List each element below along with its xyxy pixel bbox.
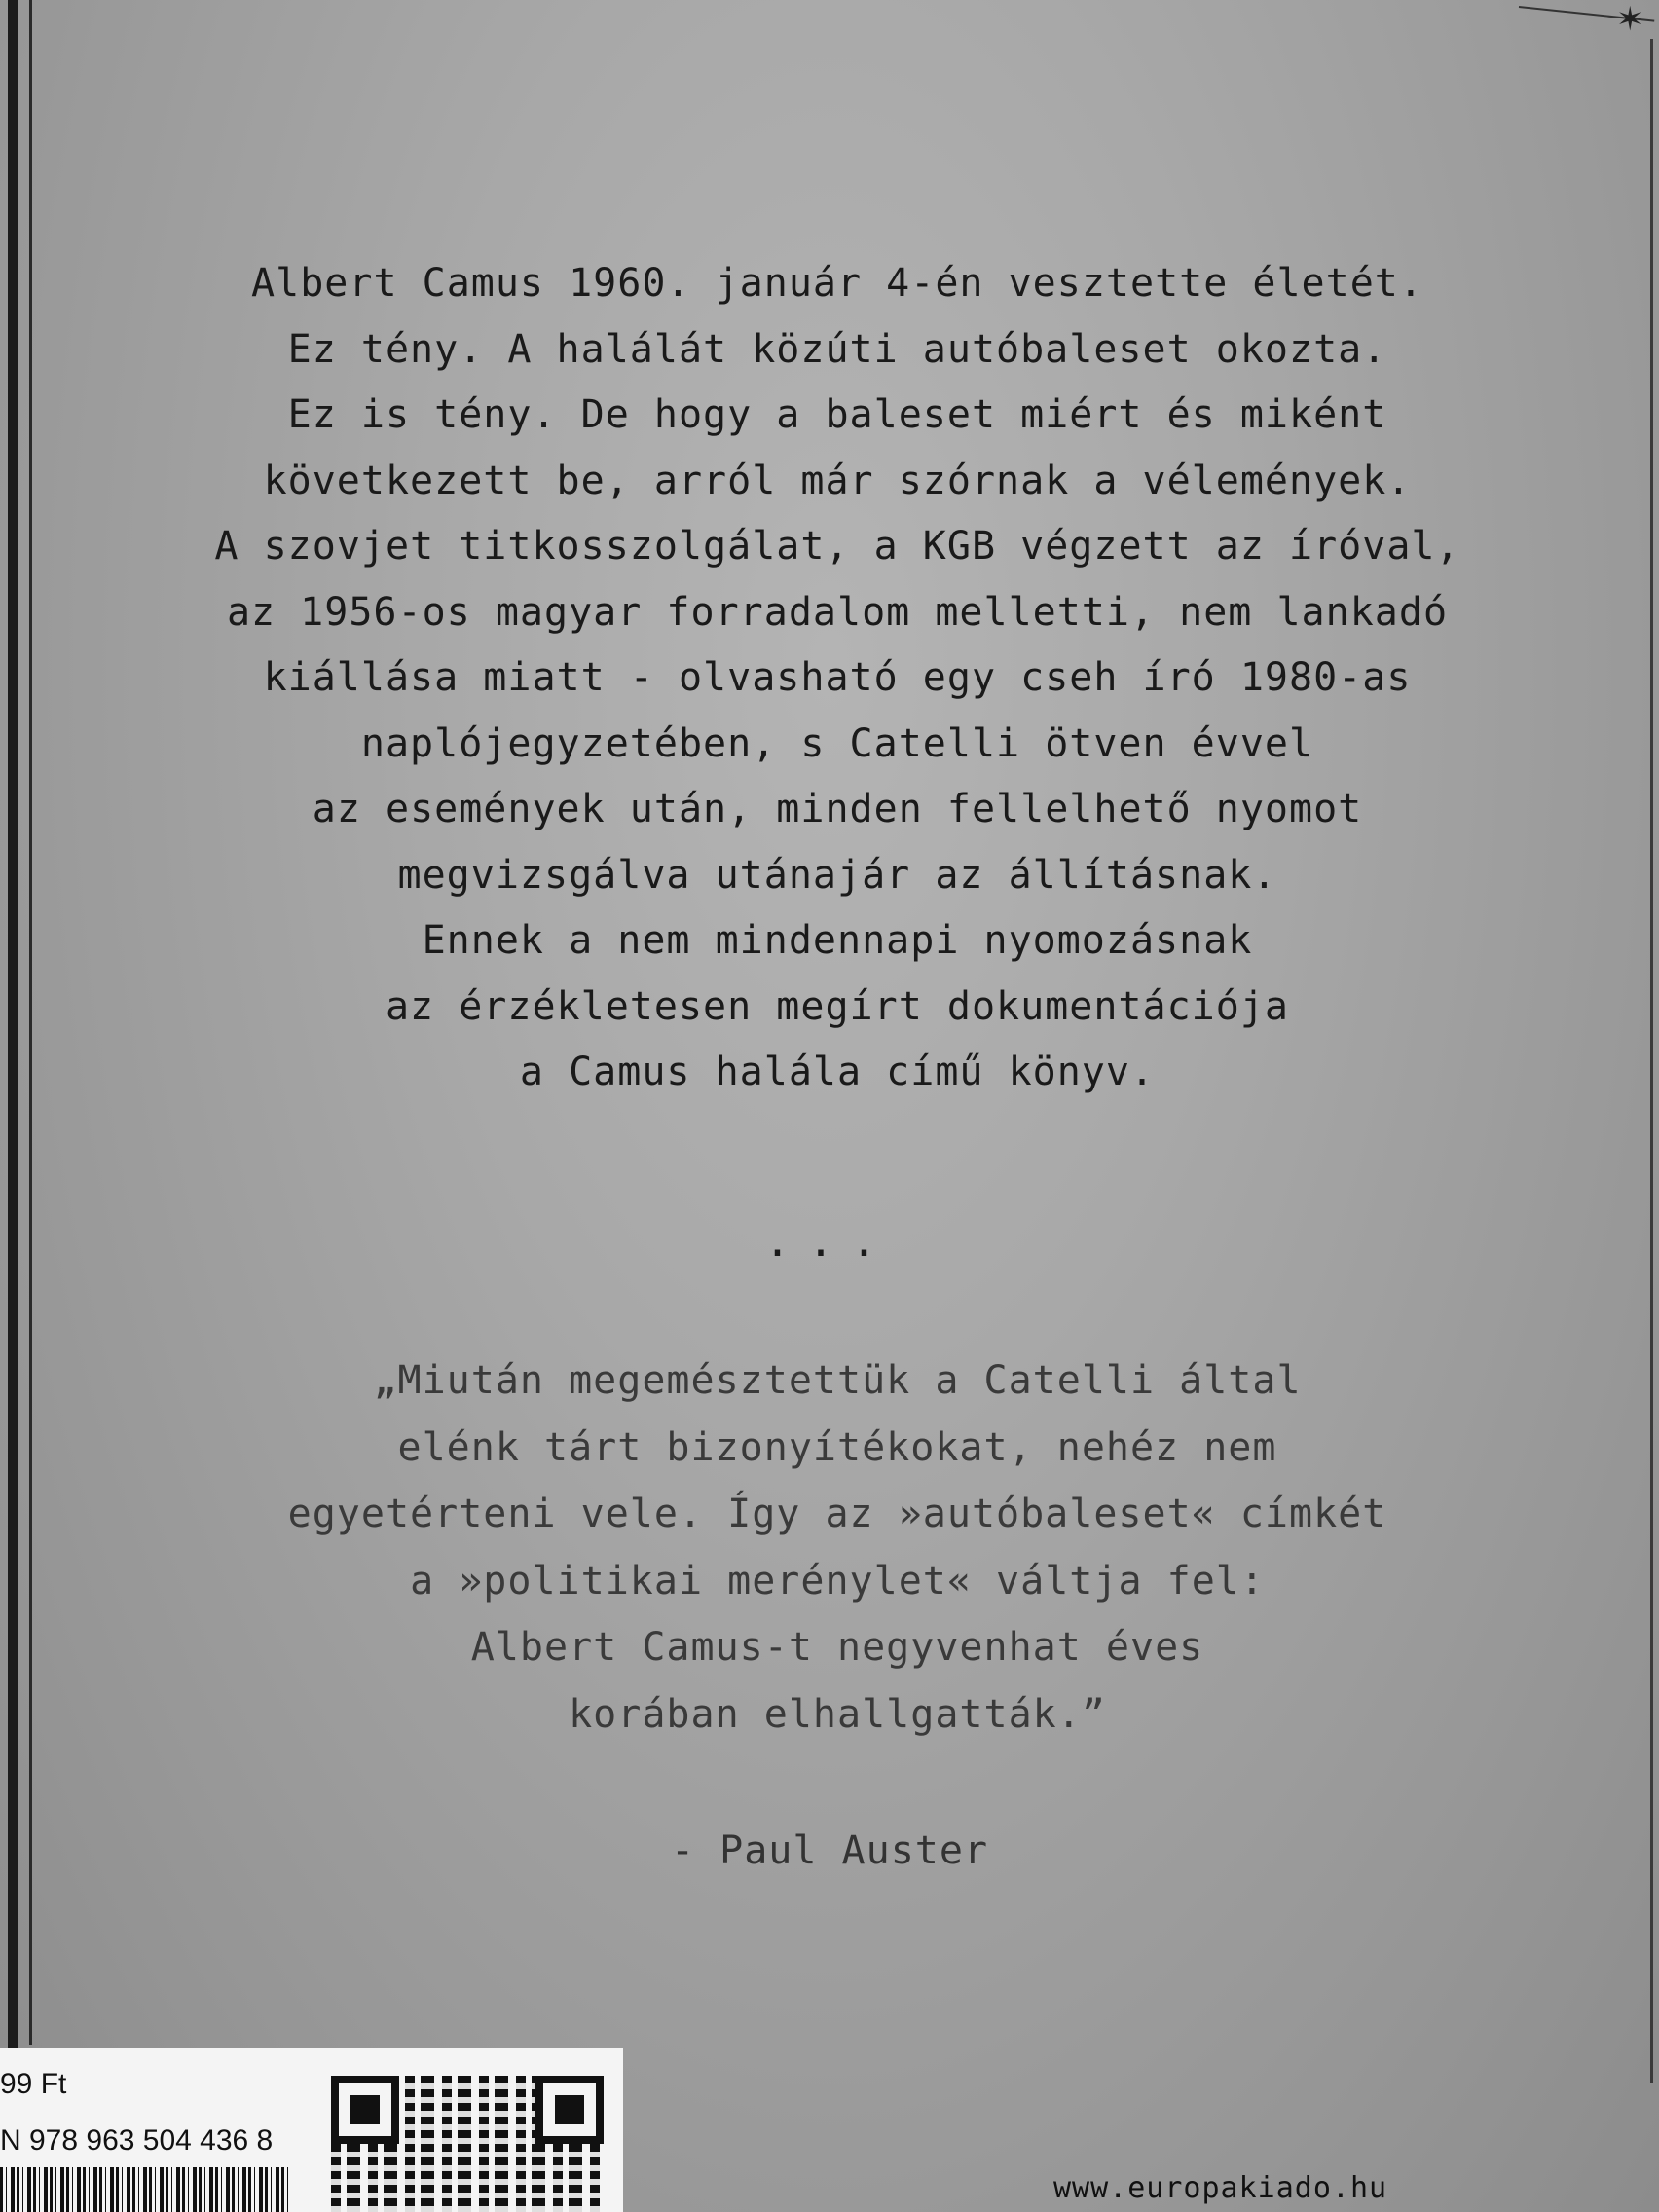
blurb-line: az események után, minden fellelhető nyomot xyxy=(312,787,1363,831)
quote-line: „Miután megemésztettük a Catelli által xyxy=(373,1358,1302,1403)
blurb-line: a Camus halála című könyv. xyxy=(519,1050,1156,1094)
publisher-url: www.europakiado.hu xyxy=(1053,2171,1388,2205)
qr-finder-pattern xyxy=(331,2076,399,2144)
quote-attribution: - Paul Auster xyxy=(670,1828,989,1873)
blurb-line: Ennek a nem mindennapi nyomozásnak xyxy=(422,918,1253,963)
star-icon: ✶ xyxy=(1616,0,1644,39)
price-text: 99 Ft xyxy=(0,2068,67,2100)
left-border-thin xyxy=(29,0,32,2045)
review-quote xyxy=(136,1347,1538,1748)
blurb-line: az 1956-os magyar forradalom melletti, nem lankadó xyxy=(226,589,1449,635)
blurb-line: Albert Camus 1960. január 4-én vesztette életét. xyxy=(251,261,1423,306)
isbn-text: N 978 963 504 436 8 xyxy=(0,2124,274,2157)
quote-line: Albert Camus-t negyvenhat éves xyxy=(470,1625,1204,1670)
blurb-text xyxy=(136,251,1538,1106)
right-border xyxy=(1650,39,1653,2083)
blurb-line: az érzékletesen megírt dokumentációja xyxy=(385,983,1290,1029)
blurb-line: A szovjet titkosszolgálat, a KGB végzett az íróval, xyxy=(214,524,1460,569)
quote-line: egyetérteni vele. Így az »autóbaleset« címkét xyxy=(287,1492,1387,1536)
qr-code-icon xyxy=(331,2076,604,2212)
blurb-line: Ez is tény. De hogy a baleset miért és miként xyxy=(287,392,1387,437)
section-separator: ... xyxy=(764,1217,895,1267)
blurb-line: Ez tény. A halálát közúti autóbaleset okozta. xyxy=(287,326,1387,372)
blurb-line: megvizsgálva utánajár az állításnak. xyxy=(397,852,1277,898)
left-border-thick xyxy=(8,0,18,2212)
barcode-icon xyxy=(0,2167,292,2212)
quote-line: elénk tárt bizonyítékokat, nehéz nem xyxy=(397,1424,1277,1470)
blurb-line: naplójegyzetében, s Catelli ötven évvel xyxy=(360,720,1314,766)
qr-finder-pattern xyxy=(535,2076,604,2144)
quote-line: a »politikai merénylet« váltja fel: xyxy=(410,1558,1265,1604)
blurb-line: következett be, arról már szórnak a vélemények. xyxy=(263,458,1412,503)
blurb-line: kiállása miatt - olvasható egy cseh író 1980-as xyxy=(263,655,1412,700)
quote-line: korában elhallgatták.” xyxy=(569,1691,1106,1737)
